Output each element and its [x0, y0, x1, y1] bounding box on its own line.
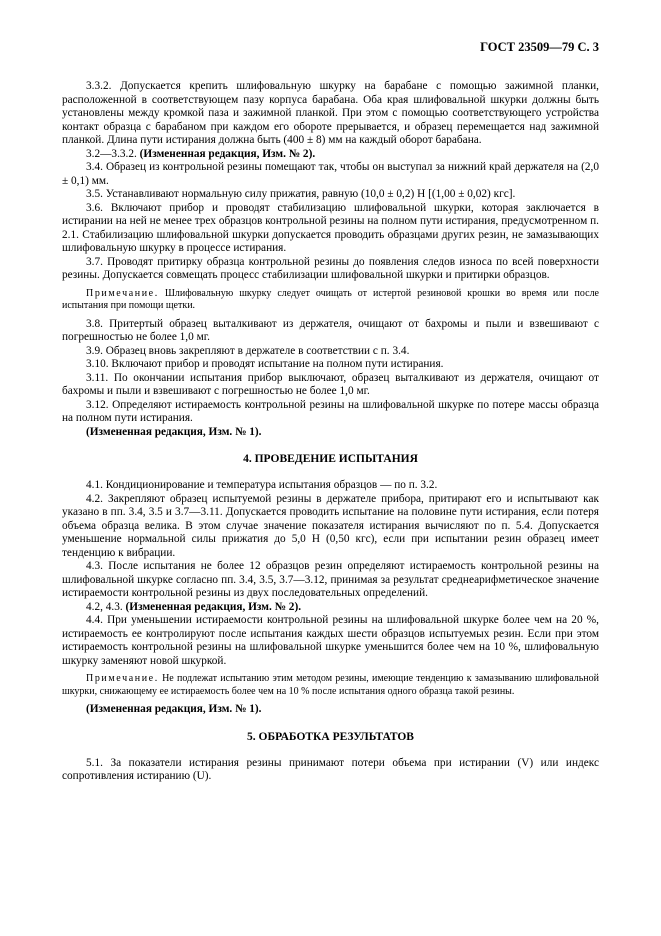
paragraph-3-6: 3.6. Включают прибор и проводят стабилизацию шлифовальной шкурки, которая заключается в истирании на ней не менее трех образцов контрольной резины на полном пути истирания, предусмотренном п. 2.1. Стабилизацию шлифовальной шкурки допускается проводить образцами других резин, не замазывающих шлифовальную шкурку в процессе истирания.: [62, 201, 599, 254]
note: Примечание. Шлифовальную шкурку следует очищать от истертой резиновой крошки во время или после испытания при помощи щетки.: [62, 287, 599, 311]
paragraph-3-7: 3.7. Проводят притирку образца контрольной резины до появления следов износа по всей поверхности резины. Допускается совмещать процесс стабилизации шлифовальной шкурки и притирки образцов.: [62, 255, 599, 281]
paragraph-3-12: 3.12. Определяют истираемость контрольной резины на шлифовальной шкурке по потере массы образца на полном пути истирания.: [62, 398, 599, 424]
paragraph-3-4: 3.4. Образец из контрольной резины помещают так, чтобы он выступал за нижний край держателя на (2,0 ± 0,1) мм.: [62, 161, 599, 187]
paragraph-3-11: 3.11. По окончании испытания прибор выключают, образец выталкивают из держателя, очищают от бахромы и пыли и взвешивают с погрешностью не более 1,0 мг.: [62, 371, 599, 397]
paragraph-3-10: 3.10. Включают прибор и проводят испытание на полном пути истирания.: [86, 358, 444, 370]
page-header: ГОСТ 23509—79 С. 3: [480, 40, 599, 54]
document-page: [62, 40, 599, 784]
amendment-note: (Измененная редакция, Изм. № 1).: [86, 425, 262, 438]
paragraph-4-3: 4.3. После испытания не более 12 образцов резин определяют истираемость контрольной резины на шлифовальной шкурке согласно пп. 3.4, 3.5, 3.7—3.12, принимая за результат среднеарифметическое значение истираемости контрольной резины из двух последовательных определений.: [62, 560, 599, 599]
paragraph-4-1: 4.1. Кондиционирование и температура испытания образцов — по п. 3.2.: [86, 479, 438, 491]
paragraph-3-5: 3.5. Устанавливают нормальную силу прижатия, равную (10,0 ± 0,2) Н [(1,00 ± 0,02) кгс].: [86, 188, 516, 200]
section-heading: 5. ОБРАБОТКА РЕЗУЛЬТАТОВ: [247, 730, 414, 743]
amendment-note: 3.2—3.3.2. (Измененная редакция, Изм. № 2).: [86, 147, 316, 160]
paragraph-4-4: 4.4. При уменьшении истираемости контрольной резины на шлифовальной шкурке более чем на 20 %, истираемость ее контролируют после испытания каждых шести образцов испытуемых резин. Если при этом истираемость контрольной резины на шлифовальной шкурке уменьшится более чем на 10 %, шлифовальную шкурку заменяют новой шкуркой.: [62, 614, 599, 667]
amendment-note: (Измененная редакция, Изм. № 1).: [86, 703, 262, 715]
paragraph-4-2: 4.2. Закрепляют образец испытуемой резины в держателе прибора, притирают его и испытывают как указано в пп. 3.4, 3.5 и 3.7—3.11. Допускается проводить испытание на половине пути истирания, если потеря объема образца велика. В этом случае значение показателя истирания вычисляют по п. 5.4. Допускается уменьшение нормальной силы прижатия до 5,0 Н (0,50 кгс), если при испытании резин образец имеет тенденцию к вибрации.: [62, 492, 599, 559]
paragraph-5-1: 5.1. За показатели истирания резины принимают потери объема при истирании (V) или индекс сопротивления истиранию (U).: [62, 756, 599, 782]
amendment-note: 4.2, 4.3. (Измененная редакция, Изм. № 2).: [86, 600, 302, 613]
paragraph-3-8: 3.8. Притертый образец выталкивают из держателя, очищают от бахромы и пыли и взвешивают с погрешностью не более 1,0 мг.: [62, 317, 599, 343]
note: Примечание. Не подлежат испытанию этим методом резины, имеющие тенденцию к замазыванию шлифовальной шкурки, снижающему ее истираемость более чем на 10 % после испытания одного образца такой резины.: [62, 673, 599, 697]
paragraph-3-9: 3.9. Образец вновь закрепляют в держателе в соответствии с п. 3.4.: [86, 344, 410, 357]
paragraph-3-3-2: 3.3.2. Допускается крепить шлифовальную шкурку на барабане с помощью зажимной планки, расположенной в соответствующем пазу корпуса барабана. Оба края шлифовальной шкурки должны быть установлены между кромкой паза и зажимной планкой. При этом с помощью соответствующего устройства контакт образца с барабаном при каждом его обороте прерывается, и образец перемещается над зажимной планкой. Длина пути истирания должна быть (400 ± 8) мм на каждый оборот барабана.: [62, 80, 599, 146]
section-heading: 4. ПРОВЕДЕНИЕ ИСПЫТАНИЯ: [243, 453, 418, 465]
